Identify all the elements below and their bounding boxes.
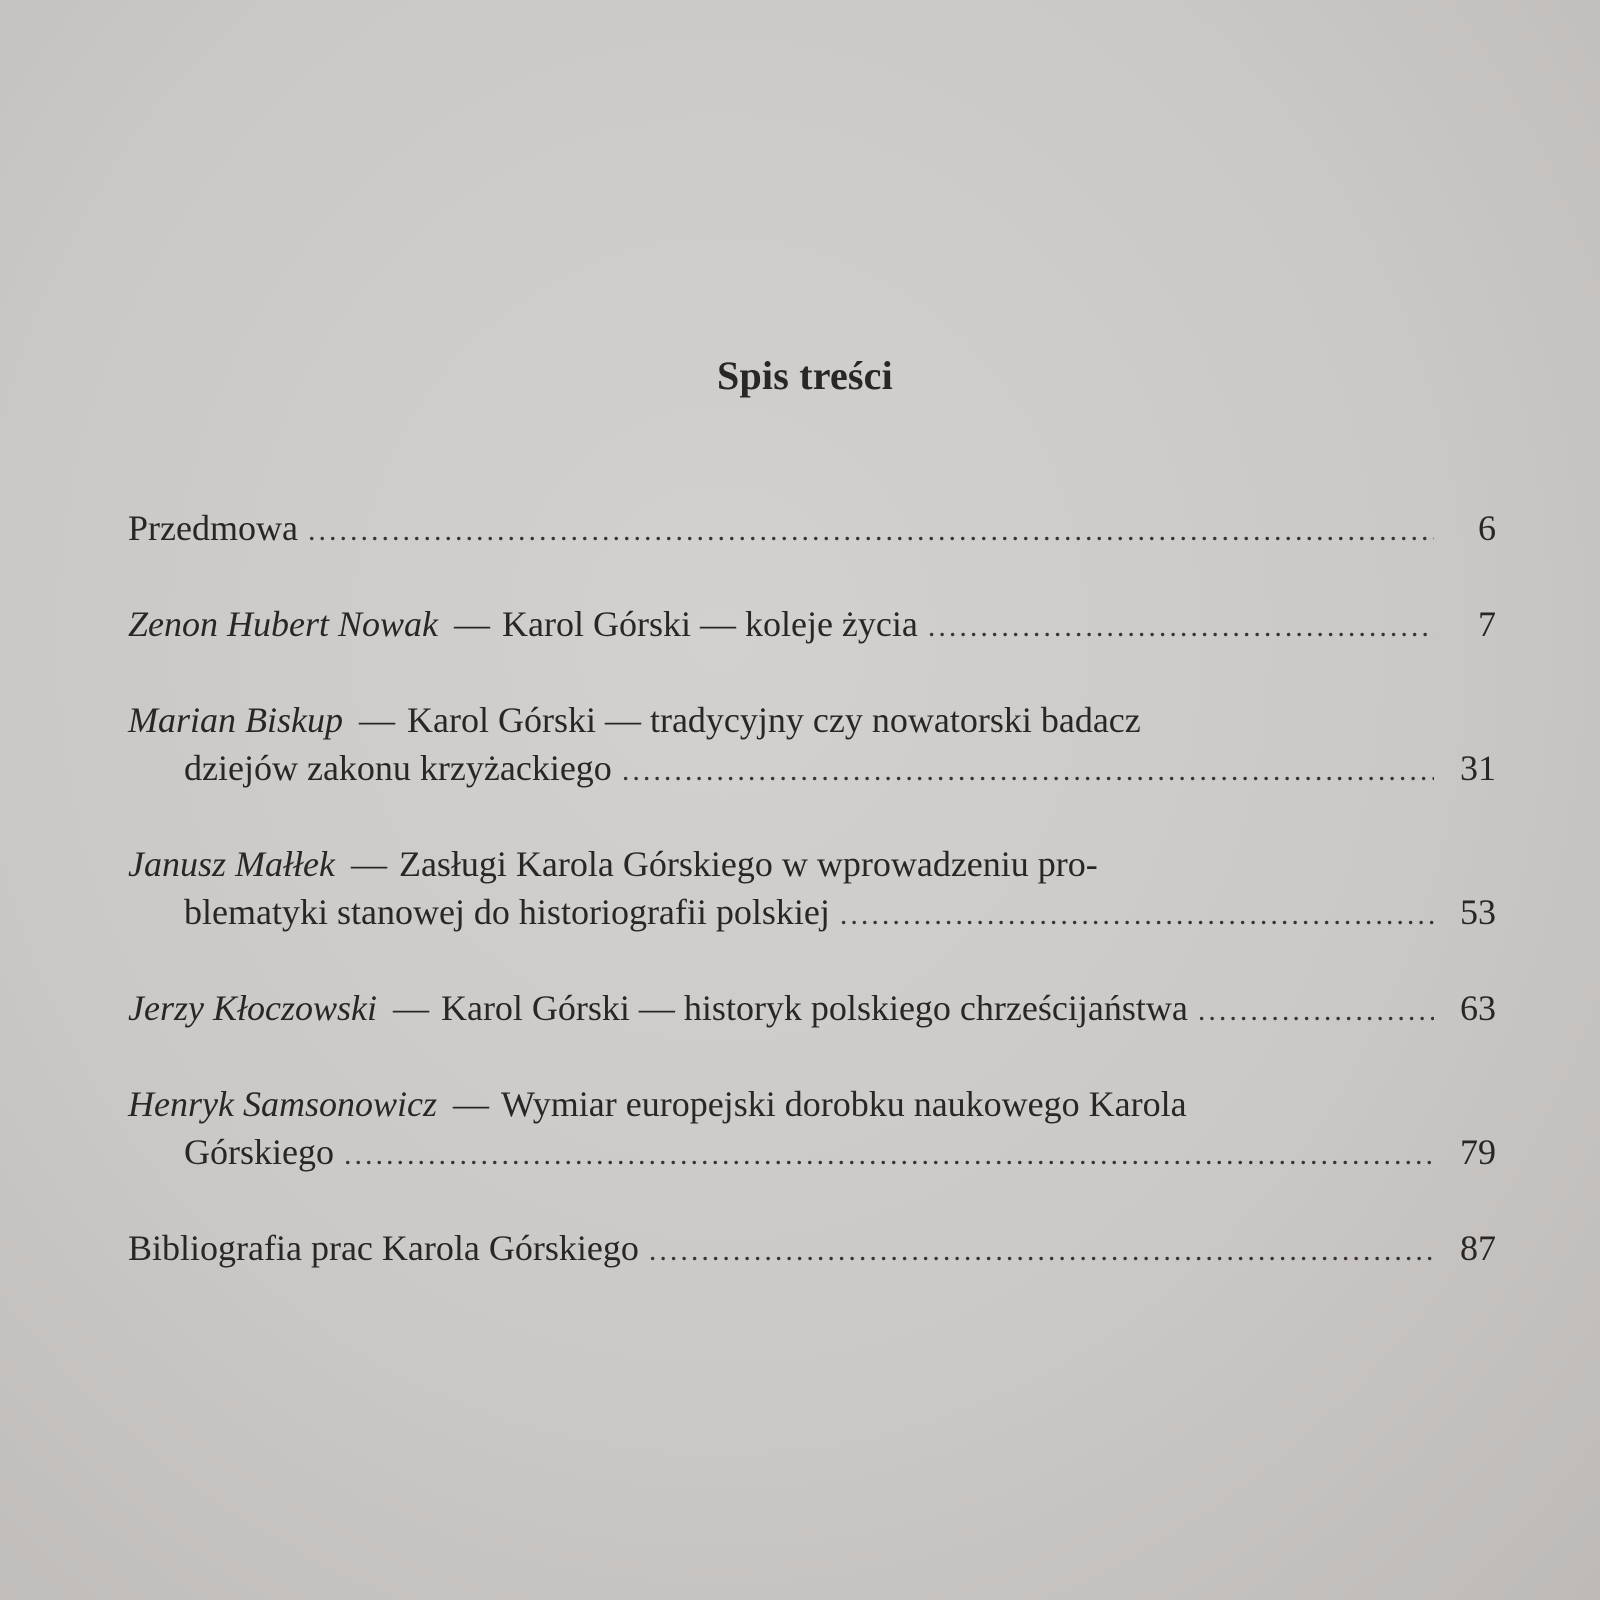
toc-entry-line — [128, 888, 1496, 939]
entry-title-line2: Górskiego — [184, 1132, 334, 1172]
page-number: 87 — [1460, 1228, 1496, 1268]
toc-entry[interactable] — [128, 600, 1496, 651]
dot-leader — [840, 891, 1434, 939]
entry-title: Karol Górski — koleje życia — [502, 604, 918, 644]
entry-author: Jerzy Kłoczowski — [128, 988, 377, 1028]
entry-dash: — — [454, 604, 490, 644]
dot-leader — [344, 1131, 1434, 1179]
dot-leader — [308, 507, 1434, 555]
toc-entry[interactable] — [128, 1080, 1496, 1179]
toc-entry-line — [128, 600, 1496, 651]
entry-author: Marian Biskup — [128, 700, 343, 740]
entry-title-line1: Karol Górski — tradycyjny czy nowatorski badacz — [406, 700, 1141, 740]
page-number: 7 — [1478, 604, 1496, 644]
toc-entry[interactable] — [128, 840, 1496, 939]
toc-entry-line — [128, 696, 1496, 744]
entry-dash: — — [358, 700, 395, 740]
entry-dash: — — [350, 844, 387, 884]
entry-title-line2: blematyki stanowej do historiografii polskiej — [184, 892, 830, 932]
entry-title: Przedmowa — [128, 508, 298, 548]
toc-entry[interactable] — [128, 984, 1496, 1035]
page-number: 53 — [1460, 892, 1496, 932]
toc-entry-line — [128, 744, 1496, 795]
entry-title-line2: dziejów zakonu krzyżackiego — [184, 748, 612, 788]
entry-title-line1: Zasługi Karola Górskiego w wprowadzeniu pro- — [398, 844, 1098, 884]
entry-author: Zenon Hubert Nowak — [128, 604, 438, 644]
page-number: 79 — [1460, 1132, 1496, 1172]
dot-leader — [622, 747, 1434, 795]
toc-entry-line — [128, 504, 1496, 555]
page-number: 31 — [1460, 748, 1496, 788]
toc-entry-line — [128, 1128, 1496, 1179]
toc-entry[interactable] — [128, 1224, 1496, 1275]
entry-author: Henryk Samsonowicz — [128, 1084, 437, 1124]
toc-entry-line — [128, 840, 1496, 888]
toc-entry-line — [128, 984, 1496, 1035]
page-number: 63 — [1460, 988, 1496, 1028]
toc-entry-line — [128, 1224, 1496, 1275]
page-number: 6 — [1478, 508, 1496, 548]
dot-leader — [1198, 987, 1434, 1035]
entry-author: Janusz Małłek — [128, 844, 335, 884]
entry-title: Bibliografia prac Karola Górskiego — [128, 1228, 639, 1268]
toc-entry[interactable] — [128, 504, 1496, 555]
dot-leader — [928, 603, 1434, 651]
toc-entry-line — [128, 1080, 1496, 1128]
entry-title-line1: Wymiar europejski dorobku naukowego Karola — [500, 1084, 1187, 1124]
entry-title: Karol Górski — historyk polskiego chrześcijaństwa — [440, 988, 1188, 1028]
dot-leader — [649, 1227, 1434, 1275]
toc-entry[interactable] — [128, 696, 1496, 795]
entry-dash: — — [452, 1084, 489, 1124]
toc-title: Spis treści — [717, 353, 893, 398]
entry-dash: — — [392, 988, 429, 1028]
